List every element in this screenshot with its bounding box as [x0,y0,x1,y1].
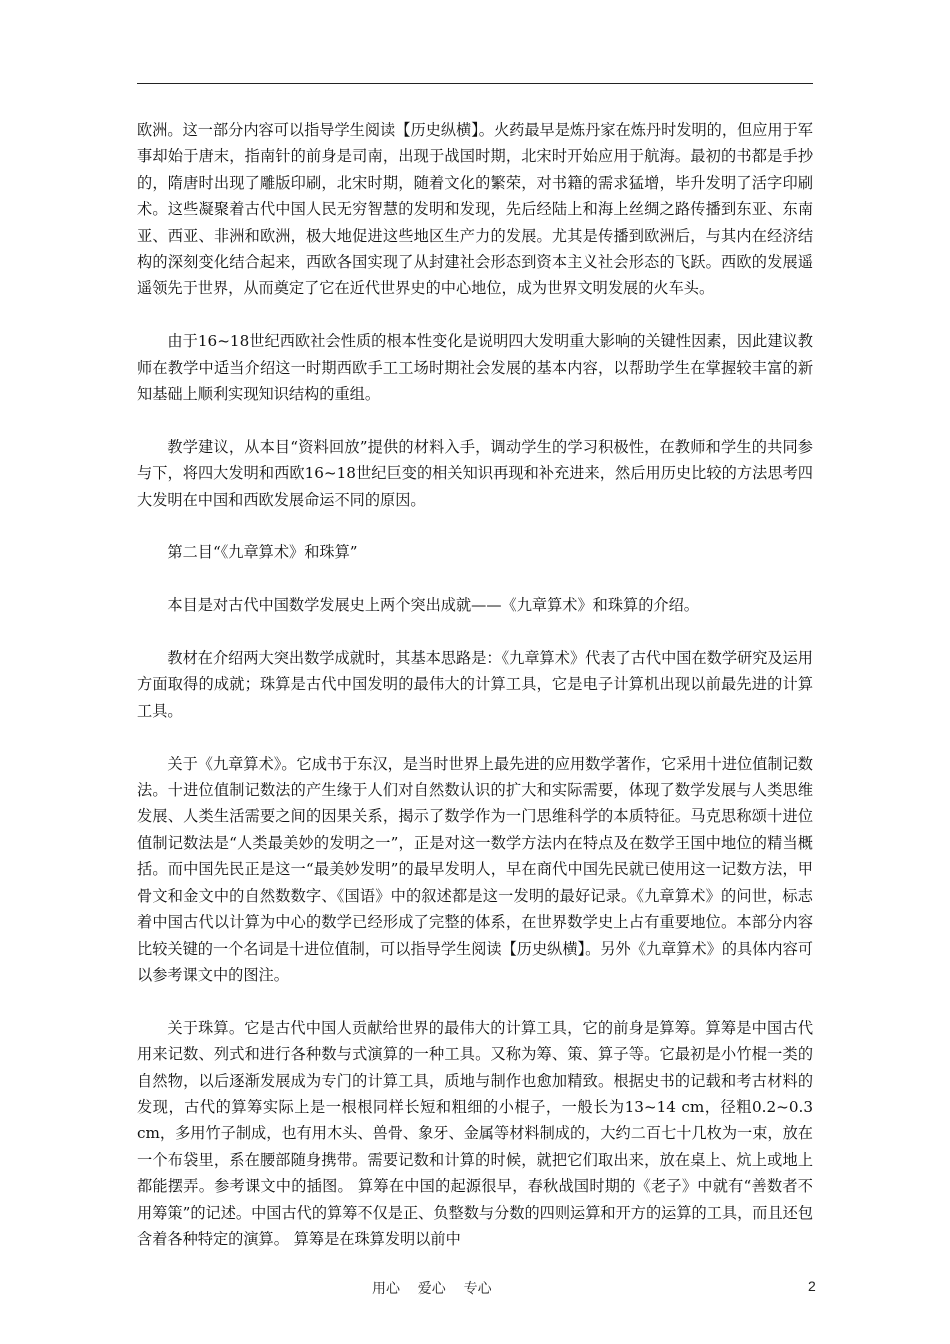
footer-motto: 用心 爱心 专心 [372,1281,492,1297]
paragraph-6: 教材在介绍两大突出数学成就时，其基本思路是：《九章算术》代表了古代中国在数学研究及运用方面取得的成就；珠算是古代中国发明的最伟大的计算工具，它是电子计算机出现以前最先进的计算工具。 [137,649,813,720]
paragraph-3: 教学建议，从本目“资料回放”提供的材料入手，调动学生的学习积极性，在教师和学生的共同参与下，将四大发明和西欧16~18世纪巨变的相关知识再现和补充进来，然后用历史比较的方法思考四大发明在中国和西欧发展命运不同的原因。 [137,437,813,509]
section-heading: 第二目“《九章算术》和珠算” [167,543,358,562]
page-footer [0,1278,950,1300]
page-number: 2 [808,1278,816,1294]
paragraph-8: 关于珠算。它是古代中国人贡献给世界的最伟大的计算工具，它的前身是算筹。算筹是中国古代用来记数、列式和进行各种数与式演算的一种工具。又称为筹、策、算子等。它最初是小竹棍一类的自然物，以后逐渐发展成为专门的计算工具，质地与制作也愈加精致。根据史书的记载和考古材料的发现，古代的算筹实际上是一根根同样长短和粗细的小棍子，一般长为13~14 cm，径粗0.2~0.3 cm，多用竹子制成，也有用木头、兽骨、象牙、金属等材料制成的，大约二百七十几枚为一束，放在一个布袋里，系在腰部随身携带。需要记数和计算的时候，就把它们取出来，放在桌上、炕上或地上都能摆弄。参考课文中的插图。 算筹在中国的起源很早，春秋战国时期的《老子》中就有“善数者不用筹策”的记述。中国古代的算筹不仅是正、负整数与分数的四则运算和开方的运算的工具，而且还包含着各种特定的演算。 算筹是在珠算发明以前中 [137,1018,814,1248]
paragraph-2: 由于16~18世纪西欧社会性质的根本性变化是说明四大发明重大影响的关键性因素，因此建议教师在教学中适当介绍这一时期西欧手工工场时期社会发展的基本内容，以帮助学生在掌握较丰富的新知基础上顺利实现知识结构的重组。 [137,332,813,404]
paragraph-7: 关于《九章算术》。它成书于东汉，是当时世界上最先进的应用数学著作，它采用十进位值制记数法。十进位值制记数法的产生缘于人们对自然数认识的扩大和实际需要，体现了数学发展与人类思维发展、人类生活需要之间的因果关系，揭示了数学作为一门思维科学的本质特征。马克思称颂十进位值制记数法是“人类最美妙的发明之一”，正是对这一数学方法内在特点及在数学王国中地位的精当概括。而中国先民正是这一“最美妙发明”的最早发明人，早在商代中国先民就已使用这一记数方法，甲骨文和金文中的自然数数字、《国语》中的叙述都是这一发明的最好记录。《九章算术》的问世，标志着中国古代以计算为中心的数学已经形成了完整的体系，在世界数学史上占有重要地位。本部分内容比较关键的一个名词是十进位值制，可以指导学生阅读【历史纵横】。另外《九章算术》的具体内容可以参考课文中的图注。 [137,754,813,984]
header-rule [137,83,813,84]
paragraph-5: 本目是对古代中国数学发展史上两个突出成就——《九章算术》和珠算的介绍。 [167,596,699,615]
document-body [137,117,813,1252]
paragraph-1: 欧洲。这一部分内容可以指导学生阅读【历史纵横】。火药最早是炼丹家在炼丹时发明的，但应用于军事却始于唐末，指南针的前身是司南，出现于战国时期，北宋时开始应用于航海。最初的书都是手抄的，隋唐时出现了雕版印刷，北宋时期，随着文化的繁荣，对书籍的需求猛增，毕升发明了活字印刷术。这些凝聚着古代中国人民无穷智慧的发明和发现，先后经陆上和海上丝绸之路传播到东亚、东南亚、西亚、非洲和欧洲，极大地促进这些地区生产力的发展。尤其是传播到欧洲后，与其内在经济结构的深刻变化结合起来，西欧各国实现了从封建社会形态到资本主义社会形态的飞跃。西欧的发展遥遥领先于世界，从而奠定了它在近代世界史的中心地位，成为世界文明发展的火车头。 [137,121,813,298]
